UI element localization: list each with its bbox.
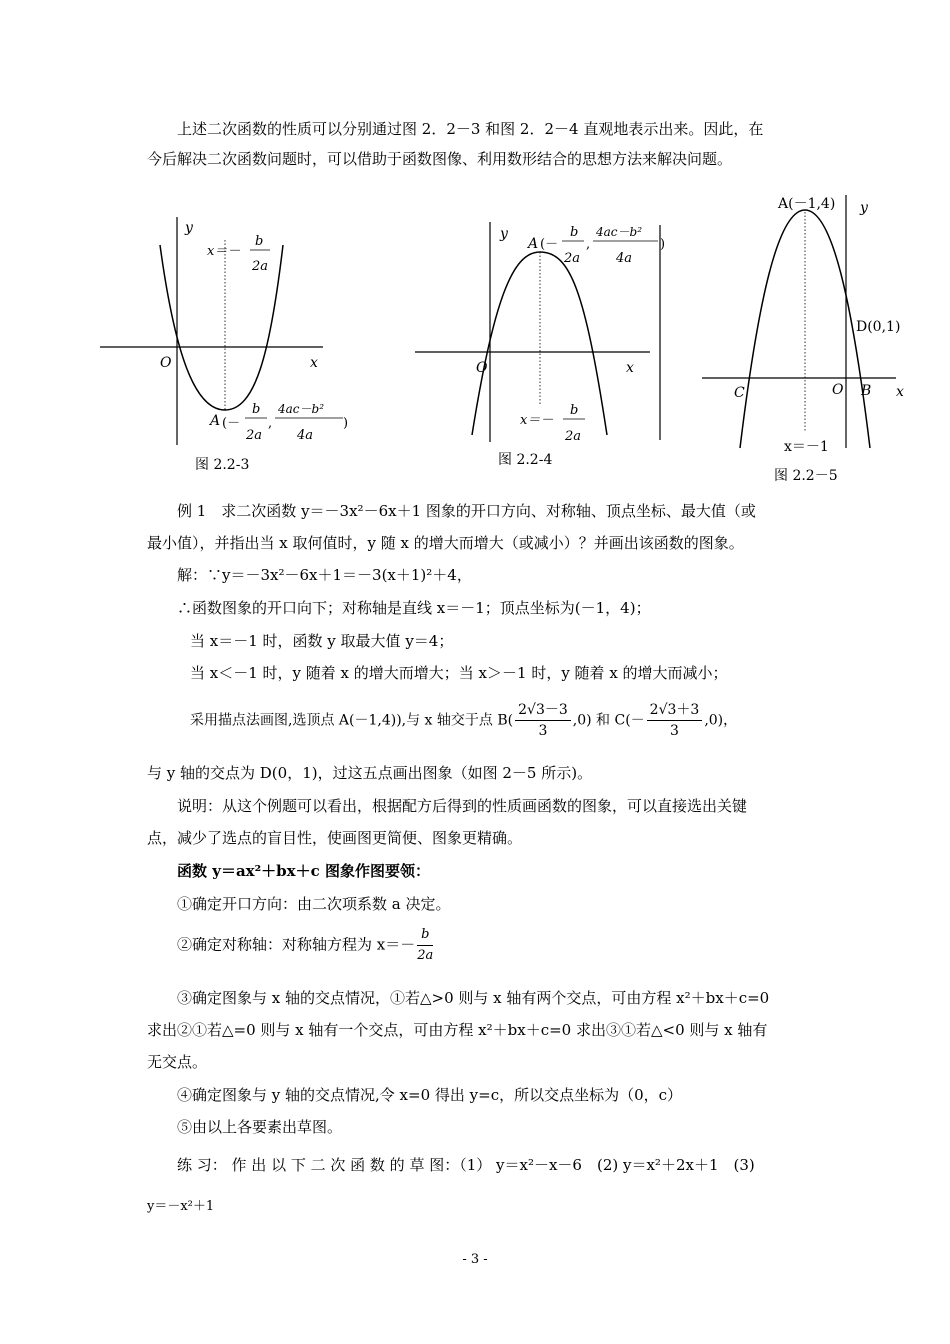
point-b-den: 3 xyxy=(538,723,548,739)
point-b-num: 2√3－3 xyxy=(515,700,571,721)
step-3-line-3: 无交点。 xyxy=(147,1053,208,1071)
example-title-2: 最小值），并指出当 x 取何值时，y 随 x 的增大而增大（或减小）？并画出该函数的图象。 xyxy=(147,534,744,552)
vertex-b: b xyxy=(252,402,261,417)
figure-caption: 图 2.2－5 xyxy=(774,468,838,484)
vertex-den2: 4a xyxy=(297,428,314,443)
figure-2-2-3 xyxy=(95,205,355,475)
plot-text-b: ,0) 和 C(－ xyxy=(572,712,645,729)
x-label: x xyxy=(626,360,634,376)
x-label: x xyxy=(896,384,904,400)
step-2-fraction xyxy=(417,925,433,966)
vertex-close: ) xyxy=(660,237,666,252)
note-line-1: 说明：从这个例题可以看出，根据配方后得到的性质画函数的图象，可以直接选出关键 xyxy=(177,797,748,815)
axis-eq: x＝－ xyxy=(207,244,241,259)
axis-2a: 2a xyxy=(565,429,582,444)
solution-line-2: ∴函数图象的开口向下；对称轴是直线 x＝－1；顶点坐标为(－1，4)； xyxy=(177,599,651,617)
vertex-comma: , xyxy=(586,237,591,252)
step-2-den: 2a xyxy=(417,948,434,963)
figure-caption: 图 2.2-3 xyxy=(195,457,250,473)
axis-label: x＝－1 xyxy=(784,439,829,455)
parabola-down xyxy=(472,252,607,435)
plot-line xyxy=(190,700,737,741)
point-c-den: 3 xyxy=(670,723,679,739)
b-label: B xyxy=(861,383,872,399)
vertex-2a: 2a xyxy=(246,428,263,443)
o-label: O xyxy=(832,382,844,398)
vertex-num2: 4ac－b² xyxy=(596,225,643,239)
exercise-line-2: y＝－x²＋1 xyxy=(147,1199,215,1214)
axis-eq: x＝－ xyxy=(520,413,554,428)
step-1: ①确定开口方向：由二次项系数 a 决定。 xyxy=(177,895,451,913)
vertex-open: (－ xyxy=(540,237,559,252)
vertex-num2: 4ac－b² xyxy=(278,402,325,416)
axis-b: b xyxy=(255,234,264,249)
vertex-close: ) xyxy=(343,416,349,431)
y-label: y xyxy=(860,200,868,216)
vertex-label: A xyxy=(528,236,539,252)
y-label: y xyxy=(500,226,508,242)
axis-b: b xyxy=(570,403,579,418)
y-label: y xyxy=(185,220,193,236)
step-2-text: ②确定对称轴：对称轴方程为 x＝－ xyxy=(177,935,416,954)
point-c-num: 2√3＋3 xyxy=(647,700,703,721)
step-3-line-2: 求出②①若△=0 则与 x 轴有一个交点，可由方程 x²＋bx＋c=0 求出③①若△<0 则与 x 轴有 xyxy=(147,1021,768,1039)
vertex-2a: 2a xyxy=(564,251,581,266)
vertex-label: A xyxy=(210,413,221,429)
vertex-comma: , xyxy=(268,416,273,431)
c-label: C xyxy=(734,385,745,401)
solution-line-1: 解：∵y＝－3x²－6x＋1＝－3(x＋1)²＋4， xyxy=(177,566,472,584)
example-title: 例 1 求二次函数 y＝－3x²－6x＋1 图象的开口方向、对称轴、顶点坐标、最大值（或 xyxy=(177,502,756,520)
plot-line-2: 与 y 轴的交点为 D(0，1)，过这五点画出图象（如图 2－5 所示)。 xyxy=(147,764,593,782)
plot-text-a: 采用描点法画图,选顶点 A(－1,4)),与 x 轴交于点 B( xyxy=(190,712,514,729)
d-label: D(0,1) xyxy=(856,319,901,335)
steps-title: 函数 y＝ax²＋bx＋c 图象作图要领： xyxy=(177,862,430,880)
step-5: ⑤由以上各要素出草图。 xyxy=(177,1118,343,1136)
point-c-fraction xyxy=(647,700,703,741)
figure-caption: 图 2.2-4 xyxy=(498,452,553,468)
figure-2-2-5 xyxy=(698,190,918,490)
figure-2-2-4 xyxy=(410,210,680,470)
solution-line-3: 当 x＝－1 时，函数 y 取最大值 y＝4； xyxy=(190,632,454,650)
plot-text-c: ,0)， xyxy=(704,712,738,729)
vertex-den2: 4a xyxy=(616,251,633,266)
origin-label: O xyxy=(476,360,488,376)
point-b-fraction xyxy=(515,700,571,741)
step-2 xyxy=(177,925,435,966)
page-number: - 3 - xyxy=(462,1252,488,1267)
vertex-b: b xyxy=(570,225,579,240)
axis-2a: 2a xyxy=(252,259,269,274)
intro-line-2: 今后解决二次函数问题时，可以借助于函数图像、利用数形结合的思想方法来解决问题。 xyxy=(147,150,733,168)
origin-label: O xyxy=(160,355,172,371)
step-2-num: b xyxy=(417,925,433,946)
x-label: x xyxy=(310,355,318,371)
note-line-2: 点，减少了选点的盲目性，使画图更简便、图象更精确。 xyxy=(147,829,523,847)
exercise-line-1: 练 习： 作 出 以 下 二 次 函 数 的 草 图：（1） y＝x²－x－6 (2) y＝x²＋2x＋1 (3) xyxy=(177,1156,755,1174)
intro-line-1: 上述二次函数的性质可以分别通过图 2．2－3 和图 2．2－4 直观地表示出来。因此，在 xyxy=(177,120,764,138)
step-4: ④确定图象与 y 轴的交点情况,令 x=0 得出 y=c，所以交点坐标为（0，c） xyxy=(177,1086,683,1104)
vertex-open: (－ xyxy=(222,416,241,431)
vertex-label: A(－1,4) xyxy=(778,196,836,212)
solution-line-4: 当 x＜－1 时，y 随着 x 的增大而增大；当 x＞－1 时，y 随着 x 的增大而减小； xyxy=(190,664,728,682)
step-3-line-1: ③确定图象与 x 轴的交点情况，①若△>0 则与 x 轴有两个交点，可由方程 x²＋bx＋c=0 xyxy=(177,989,770,1007)
